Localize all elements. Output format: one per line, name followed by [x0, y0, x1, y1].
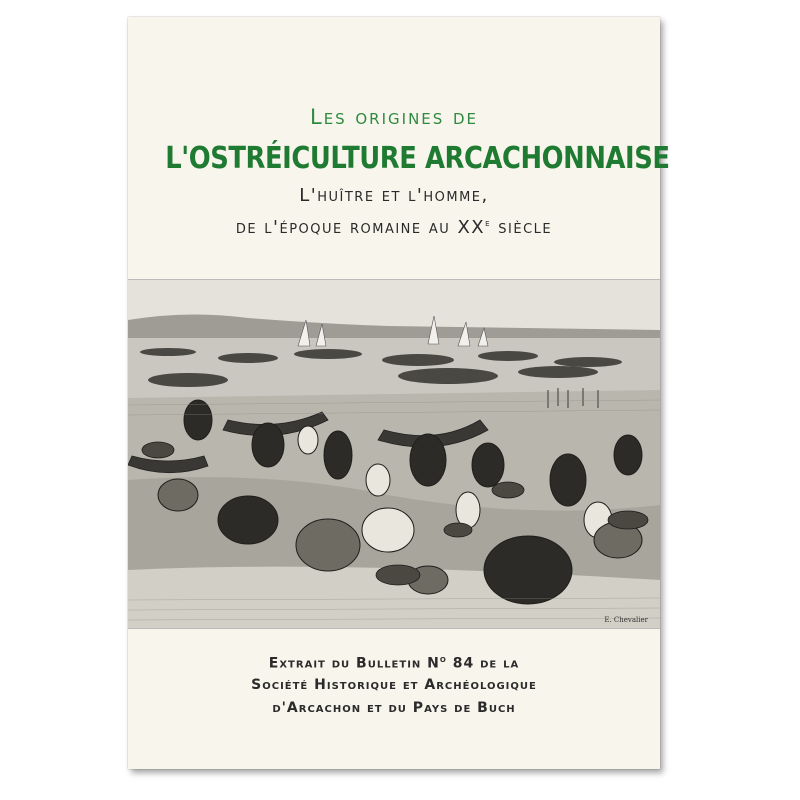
book-cover — [128, 17, 670, 769]
subtitle-line-2 — [128, 217, 660, 238]
footer-line-3: d'Arcachon et du Pays de Buch — [272, 700, 516, 716]
footer-line-1 — [128, 654, 660, 672]
cover-illustration — [128, 279, 660, 629]
subtitle-line-1: L'huître et l'homme, — [299, 185, 489, 206]
footer-superscript: o — [439, 654, 447, 665]
subtitle-line-2-text: de l'époque romaine au XX — [235, 217, 486, 238]
footer-line-2: Société Historique et Archéologique — [251, 677, 537, 693]
title-line-1: Les origines de — [310, 105, 478, 129]
subtitle-line-2-end: siècle — [491, 217, 553, 238]
subtitle-superscript: e — [485, 218, 492, 229]
footer-line-1-end: 84 de la — [446, 655, 520, 672]
footer-line-1-text: Extrait du Bulletin N — [268, 655, 440, 672]
oyster-gatherers-engraving — [128, 280, 660, 628]
illustration-signature: E. Chevalier — [604, 616, 648, 624]
main-title: L'OSTRÉICULTURE ARCACHONNAISE — [165, 141, 670, 176]
